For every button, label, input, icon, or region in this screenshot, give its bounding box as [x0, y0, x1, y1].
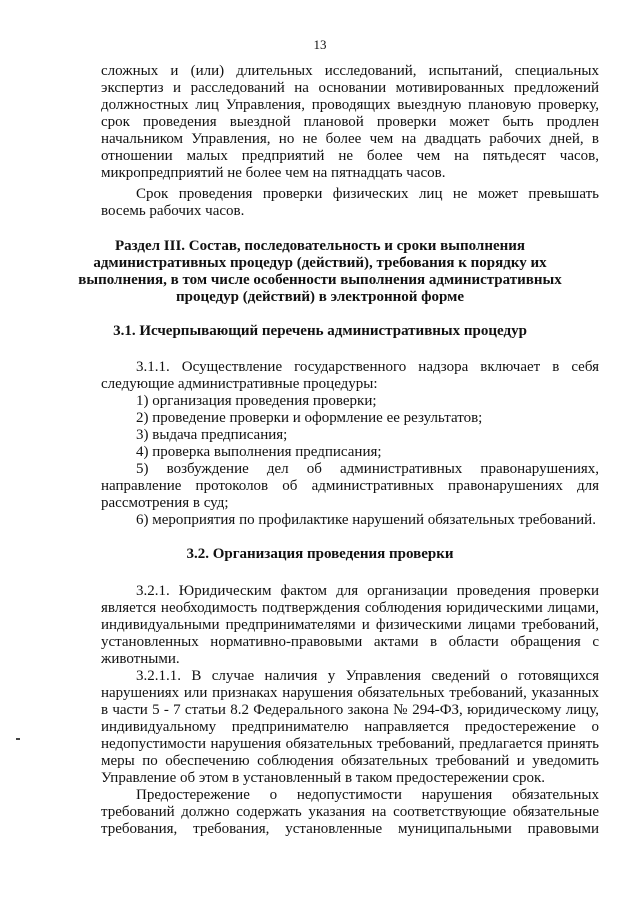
paragraph-line: нарушениях или признаках нарушения обязательных требований, указанных — [101, 685, 599, 701]
section-heading: административных процедур (действий), требования к порядку их — [93, 255, 547, 271]
paragraph-line: Управление об этом в установленный в таком предостережении срок. — [101, 770, 546, 786]
paragraph-line: экспертиз и расследований на основании мотивированных предложений — [101, 80, 599, 96]
list-item: 1) организация проведения проверки; — [136, 393, 377, 409]
paragraph-line: индивидуальными предпринимателями и физическими лицами требований, — [101, 617, 599, 633]
paragraph-line: Предостережение о недопустимости нарушения обязательных — [136, 787, 599, 803]
paragraph-line: срок проведения выездной плановой проверки может быть продлен — [101, 114, 599, 130]
paragraph-line: восемь рабочих часов. — [101, 203, 245, 219]
paragraph-line: начальником Управления, но не более чем на двадцать рабочих дней, в — [101, 131, 599, 147]
paragraph-line: должностных лиц Управления, проводящих выездную плановую проверку, — [101, 97, 599, 113]
paragraph-line: требований должно содержать указания на соответствующие обязательные — [101, 804, 599, 820]
paragraph-line: следующие административные процедуры: — [101, 376, 378, 392]
list-item: 4) проверка выполнения предписания; — [136, 444, 382, 460]
paragraph-line: индивидуальному предпринимателю направляется предостережение о — [101, 719, 599, 735]
paragraph-line: сложных и (или) длительных исследований, испытаний, специальных — [101, 63, 599, 79]
section-heading: Раздел III. Состав, последовательность и сроки выполнения — [114, 238, 526, 254]
paragraph-line: является необходимость подтверждения соблюдения юридическими лицами, — [101, 600, 599, 616]
paragraph-line: животными. — [101, 651, 180, 667]
paragraph-line: 3.2.1.1. В случае наличия у Управления сведений о готовящихся — [136, 668, 599, 684]
paragraph-line: Срок проведения проверки физических лиц не может превышать — [136, 186, 599, 202]
list-item-line: направление протоколов об административных правонарушениях для — [101, 478, 599, 494]
list-item: 2) проведение проверки и оформление ее результатов; — [136, 410, 483, 426]
paragraph-line: недопустимости нарушения обязательных требований, предлагается принять — [101, 736, 599, 752]
section-heading: процедур (действий) в электронной форме — [175, 289, 465, 305]
list-item: 3) выдача предписания; — [136, 427, 288, 443]
list-item: 5) возбуждение дел об административных правонарушениях, — [136, 461, 599, 477]
paragraph-line: 3.1.1. Осуществление государственного надзора включает в себя — [136, 359, 599, 375]
paragraph-line: микропредприятий не более чем на пятнадцать часов. — [101, 165, 446, 181]
list-item: 6) мероприятия по профилактике нарушений обязательных требований. — [136, 512, 596, 528]
subsection-heading: 3.2. Организация проведения проверки — [186, 546, 454, 562]
paragraph-line: 3.2.1. Юридическим фактом для организации проведения проверки — [136, 583, 599, 599]
list-item-line: рассмотрения в суд; — [101, 495, 229, 511]
paragraph-line: установленных нормативно-правовыми актами в области обращения с — [101, 634, 599, 650]
scan-artifact-mark — [16, 738, 20, 740]
paragraph-line: в части 5 - 7 статьи 8.2 Федерального закона № 294-ФЗ, юридическому лицу, — [101, 702, 599, 718]
paragraph-line: требования, требования, установленные муниципальными правовыми — [101, 821, 599, 837]
paragraph-line: меры по обеспечению соблюдения обязательных требований и уведомить — [101, 753, 599, 769]
subsection-heading: 3.1. Исчерпывающий перечень административных процедур — [113, 323, 527, 339]
paragraph-line: отношении малых предприятий не более чем на пятьдесят часов, — [101, 148, 599, 164]
page-number: 13 — [313, 37, 327, 52]
section-heading: выполнения, в том числе особенности выполнения административных — [78, 272, 562, 288]
